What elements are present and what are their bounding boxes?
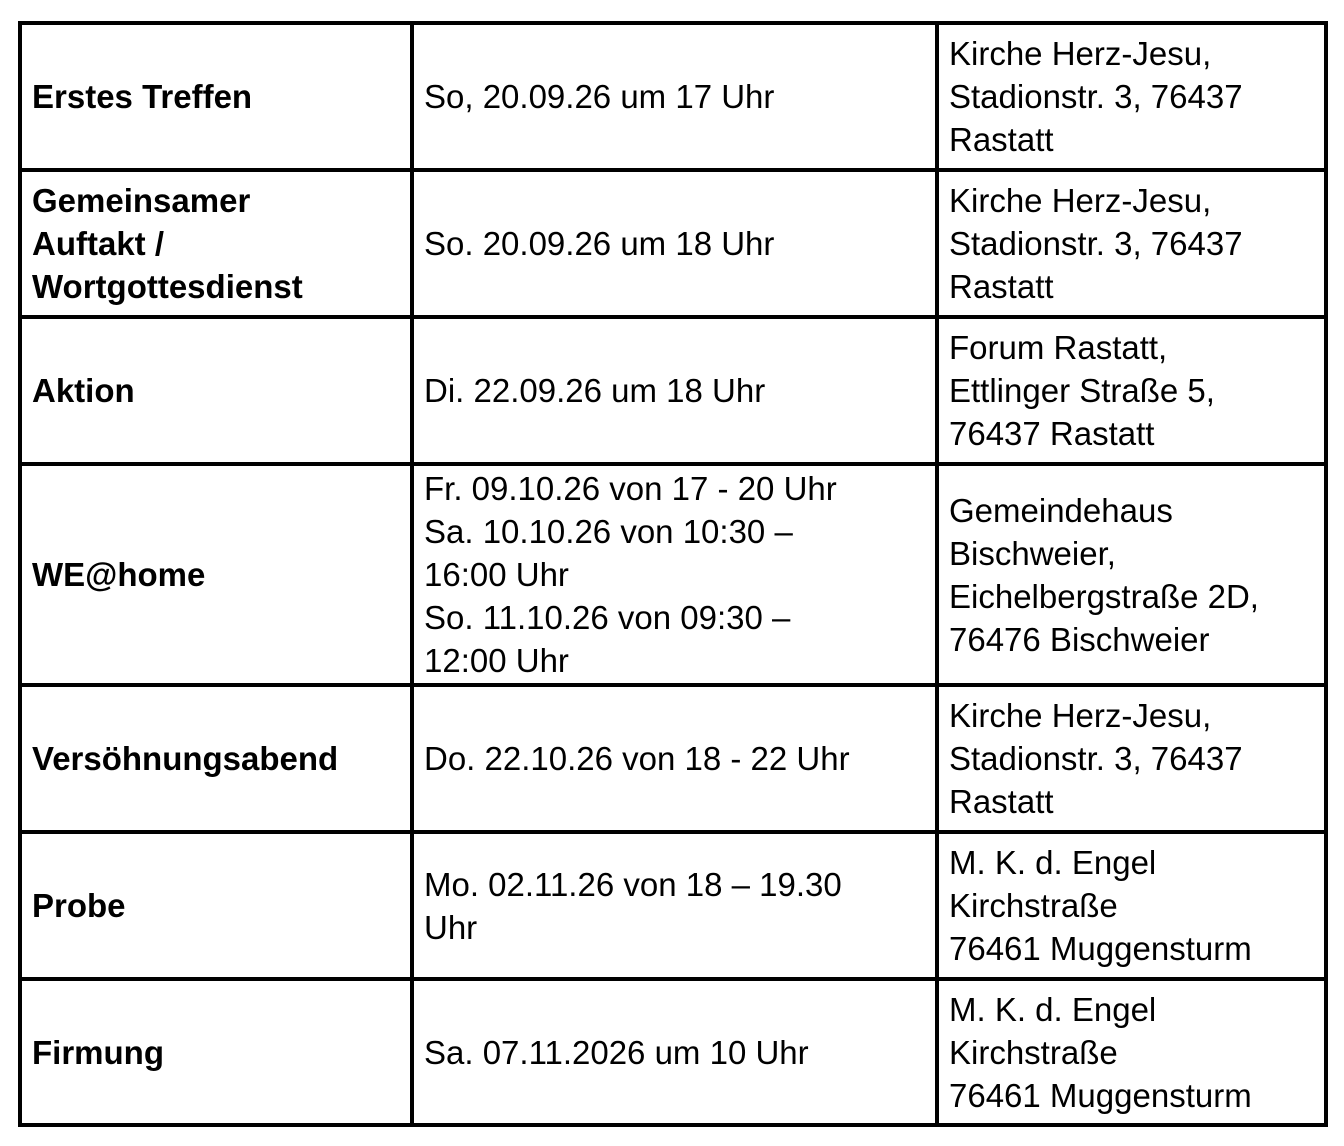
- date-line: Uhr: [424, 908, 478, 946]
- table-row: [20, 170, 1326, 317]
- place-line: Stadionstr. 3, 76437: [949, 740, 1243, 777]
- table-row: [20, 464, 1326, 685]
- date-line: Sa. 10.10.26 von 10:30 –: [424, 513, 793, 550]
- place-line: 76437 Rastatt: [949, 415, 1155, 452]
- place-line: Kirche Herz-Jesu,: [949, 35, 1212, 72]
- schedule-table: [18, 21, 1328, 1127]
- date-cell: [412, 317, 937, 464]
- event-name: Gemeinsamer: [32, 182, 251, 219]
- date-line: 12:00 Uhr: [424, 642, 569, 679]
- place-line: Stadionstr. 3, 76437: [949, 78, 1243, 115]
- place-cell: [937, 464, 1326, 685]
- place-cell: [937, 317, 1326, 464]
- place-line: 76476 Bischweier: [949, 620, 1210, 658]
- event-name: Wortgottesdienst: [32, 268, 303, 305]
- date-cell: [412, 464, 937, 685]
- date-line: Sa. 07.11.2026 um 10 Uhr: [424, 1033, 809, 1071]
- place-line: Gemeindehaus: [949, 491, 1173, 529]
- event-name: Erstes Treffen: [32, 78, 253, 115]
- date-line: Do. 22.10.26 von 18 - 22 Uhr: [424, 740, 850, 777]
- place-line: Kirche Herz-Jesu,: [949, 697, 1212, 734]
- event-name: Versöhnungsabend: [32, 740, 339, 777]
- date-cell: [412, 832, 937, 979]
- place-cell: [937, 685, 1326, 832]
- event-name: Auftakt /: [32, 225, 164, 262]
- place-line: Eichelbergstraße 2D,: [949, 577, 1259, 615]
- event-cell: [20, 464, 412, 685]
- place-cell: [937, 832, 1326, 979]
- table-row: [20, 832, 1326, 979]
- event-cell: [20, 317, 412, 464]
- event-name: WE@home: [32, 556, 206, 593]
- date-cell: [412, 979, 937, 1125]
- place-line: Rastatt: [949, 783, 1054, 820]
- event-name: Probe: [32, 887, 126, 924]
- place-line: M. K. d. Engel: [949, 990, 1157, 1028]
- table-row: [20, 317, 1326, 464]
- place-line: Forum Rastatt,: [949, 329, 1168, 366]
- date-line: Di. 22.09.26 um 18 Uhr: [424, 372, 766, 409]
- event-name: Aktion: [32, 372, 135, 409]
- date-cell: [412, 23, 937, 170]
- event-cell: [20, 832, 412, 979]
- table-row: [20, 979, 1326, 1125]
- place-line: M. K. d. Engel: [949, 844, 1157, 881]
- date-line: So, 20.09.26 um 17 Uhr: [424, 78, 775, 115]
- place-line: Kirchstraße: [949, 1033, 1118, 1071]
- date-cell: [412, 170, 937, 317]
- place-line: Kirchstraße: [949, 887, 1118, 924]
- place-line: 76461 Muggensturm: [949, 930, 1252, 967]
- event-cell: [20, 979, 412, 1125]
- place-cell: [937, 979, 1326, 1125]
- place-line: 76461 Muggensturm: [949, 1076, 1252, 1114]
- table-row: [20, 685, 1326, 832]
- event-cell: [20, 170, 412, 317]
- table-row: [20, 23, 1326, 170]
- date-line: So. 20.09.26 um 18 Uhr: [424, 225, 775, 262]
- date-line: Mo. 02.11.26 von 18 – 19.30: [424, 865, 842, 903]
- place-line: Stadionstr. 3, 76437: [949, 225, 1243, 262]
- place-line: Rastatt: [949, 268, 1054, 305]
- date-line: Fr. 09.10.26 von 17 - 20 Uhr: [424, 470, 837, 507]
- date-cell: [412, 685, 937, 832]
- place-line: Ettlinger Straße 5,: [949, 372, 1215, 409]
- event-name: Firmung: [32, 1033, 164, 1071]
- place-line: Rastatt: [949, 121, 1054, 158]
- place-line: Kirche Herz-Jesu,: [949, 182, 1212, 219]
- place-line: Bischweier,: [949, 534, 1116, 572]
- date-line: So. 11.10.26 von 09:30 –: [424, 599, 791, 636]
- event-cell: [20, 685, 412, 832]
- place-cell: [937, 170, 1326, 317]
- place-cell: [937, 23, 1326, 170]
- event-cell: [20, 23, 412, 170]
- date-line: 16:00 Uhr: [424, 556, 569, 593]
